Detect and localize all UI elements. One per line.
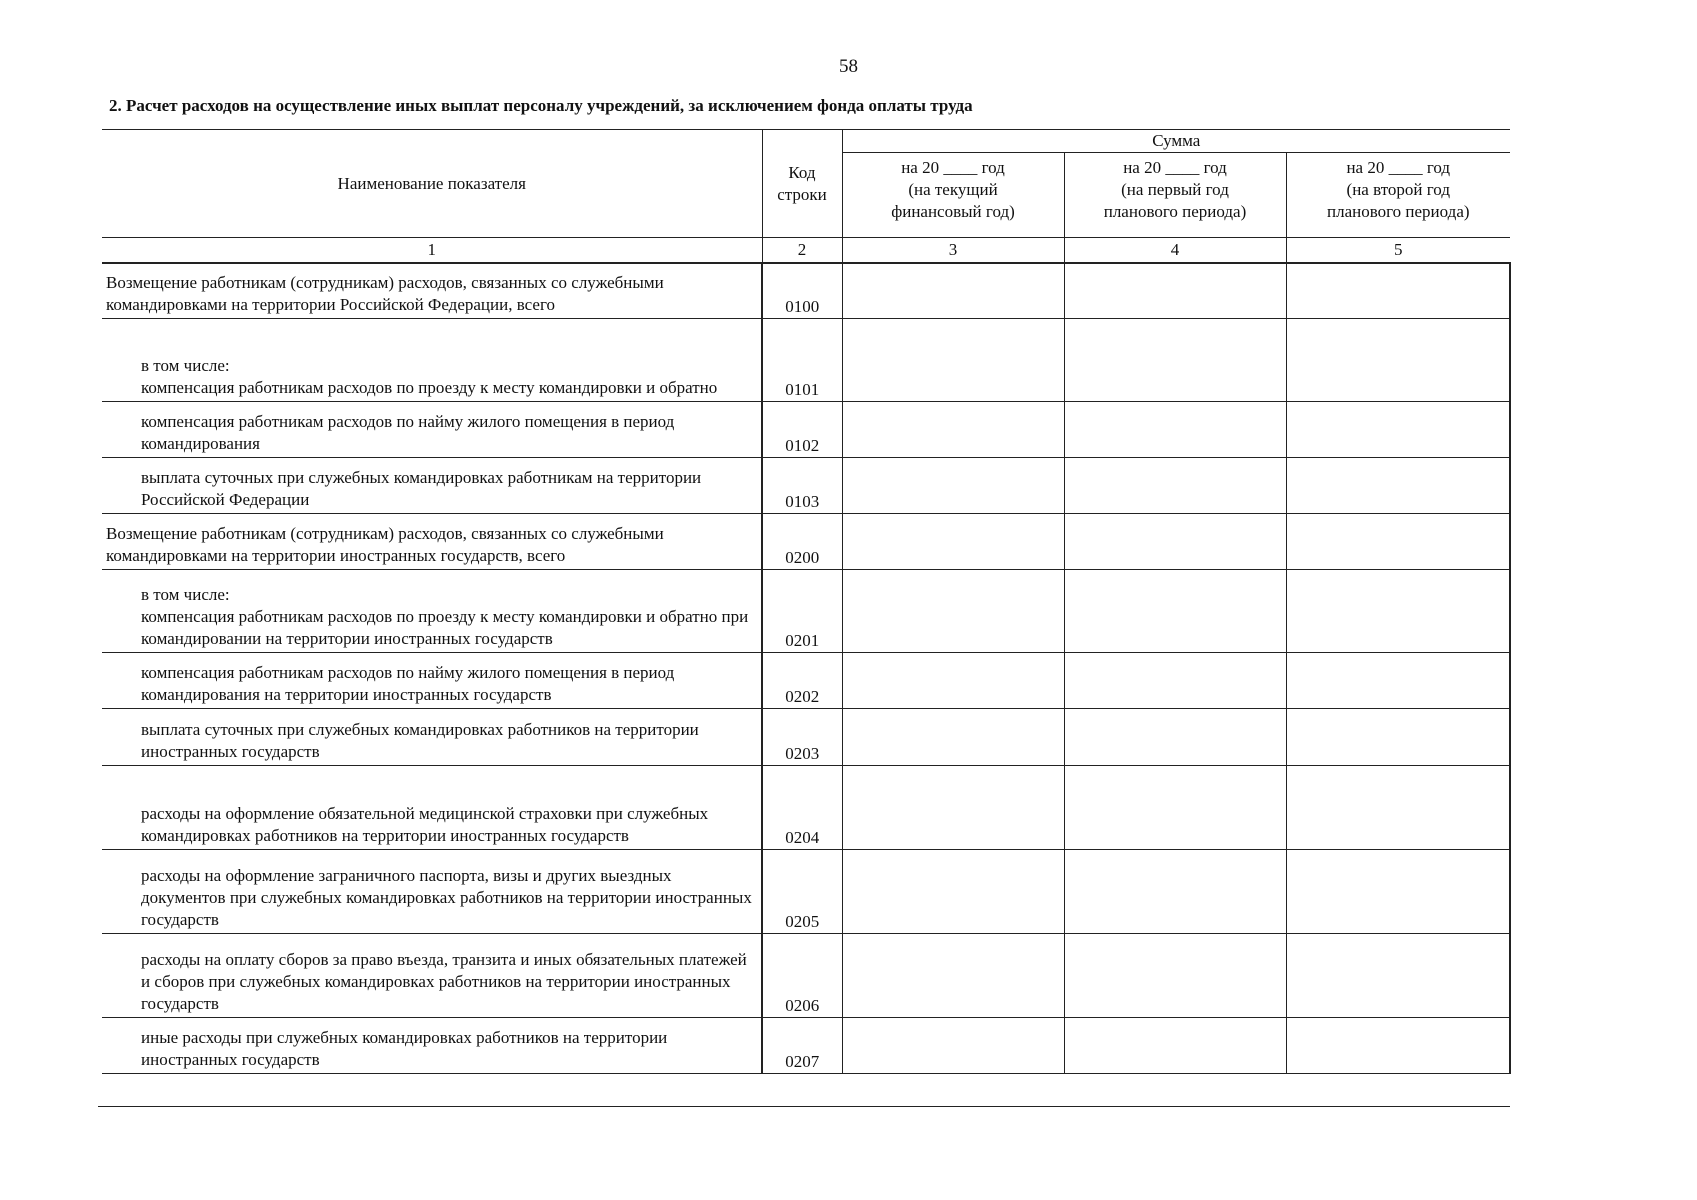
header-year2 xyxy=(1064,153,1286,238)
header-year3 xyxy=(1286,153,1510,238)
section-title: 2. Расчет расходов на осуществление иных выплат персоналу учреждений, за исключением фонда оплаты труда xyxy=(109,96,973,115)
header-year1 xyxy=(842,153,1064,238)
sum-cell-year3[interactable] xyxy=(1286,849,1510,933)
sum-cell-year3[interactable] xyxy=(1286,401,1510,457)
row-name: расходы на оплату сборов за право въезда, транзита и иных обязательных платежей и сборов при служебных командировках работников на территории иностранных государств xyxy=(102,933,762,1017)
col-number-5: 5 xyxy=(1286,238,1510,264)
header-code xyxy=(762,130,842,238)
sum-cell-year1[interactable] xyxy=(842,318,1064,401)
table-row xyxy=(102,652,1510,708)
header-year2-line2: (на первый год xyxy=(1121,180,1229,199)
sum-cell-year2[interactable] xyxy=(1064,849,1286,933)
row-name: компенсация работникам расходов по найму жилого помещения в период командирования на территории иностранных государств xyxy=(102,652,762,708)
sum-cell-year1[interactable] xyxy=(842,401,1064,457)
col-number-2: 2 xyxy=(762,238,842,264)
sum-cell-year2[interactable] xyxy=(1064,708,1286,765)
row-name: иные расходы при служебных командировках работников на территории иностранных государств xyxy=(102,1017,762,1073)
table-row xyxy=(102,708,1510,765)
sum-cell-year1[interactable] xyxy=(842,569,1064,652)
sum-cell-year2[interactable] xyxy=(1064,401,1286,457)
row-name: Возмещение работникам (сотрудникам) расходов, связанных со служебными командировками на территории иностранных государств, всего xyxy=(102,513,762,569)
sum-cell-year2[interactable] xyxy=(1064,1017,1286,1073)
header-year3-line2: (на второй год xyxy=(1346,180,1450,199)
table-row xyxy=(102,933,1510,1017)
row-code: 0102 xyxy=(762,401,842,457)
bottom-rule xyxy=(98,1106,1510,1107)
page-number: 58 xyxy=(839,56,858,77)
sum-cell-year3[interactable] xyxy=(1286,569,1510,652)
header-year1-line1: на 20 ____ год xyxy=(901,158,1005,177)
sum-cell-year1[interactable] xyxy=(842,1017,1064,1073)
table-row xyxy=(102,263,1510,318)
row-code: 0101 xyxy=(762,318,842,401)
row-name: расходы на оформление обязательной медицинской страховки при служебных командировках работников на территории иностранных государств xyxy=(102,765,762,849)
row-name: выплата суточных при служебных командировках работников на территории иностранных государств xyxy=(102,708,762,765)
header-year3-line1: на 20 ____ год xyxy=(1346,158,1451,177)
row-name-prefix: в том числе: xyxy=(141,584,230,604)
sum-cell-year2[interactable] xyxy=(1064,263,1286,318)
row-code: 0200 xyxy=(762,513,842,569)
sum-cell-year2[interactable] xyxy=(1064,318,1286,401)
row-name-prefix: в том числе: xyxy=(141,355,230,375)
sum-cell-year3[interactable] xyxy=(1286,708,1510,765)
table-row xyxy=(102,1017,1510,1073)
header-year1-line3: финансовый год) xyxy=(891,202,1015,221)
sum-cell-year2[interactable] xyxy=(1064,933,1286,1017)
sum-cell-year1[interactable] xyxy=(842,933,1064,1017)
row-name: Возмещение работникам (сотрудникам) расходов, связанных со служебными командировками на территории Российской Федерации, всего xyxy=(102,263,762,318)
sum-cell-year3[interactable] xyxy=(1286,933,1510,1017)
row-name xyxy=(102,318,762,401)
sum-cell-year1[interactable] xyxy=(842,652,1064,708)
header-sum: Сумма xyxy=(842,130,1510,153)
row-code: 0100 xyxy=(762,263,842,318)
sum-cell-year3[interactable] xyxy=(1286,765,1510,849)
sum-cell-year1[interactable] xyxy=(842,513,1064,569)
sum-cell-year3[interactable] xyxy=(1286,1017,1510,1073)
row-name: расходы на оформление заграничного паспорта, визы и других выездных документов при служебных командировках работников на территории иностранных государств xyxy=(102,849,762,933)
header-code-line1: Код xyxy=(788,162,816,182)
row-code: 0204 xyxy=(762,765,842,849)
row-code: 0201 xyxy=(762,569,842,652)
row-code: 0203 xyxy=(762,708,842,765)
col-number-4: 4 xyxy=(1064,238,1286,264)
sum-cell-year3[interactable] xyxy=(1286,457,1510,513)
sum-cell-year2[interactable] xyxy=(1064,569,1286,652)
header-name: Наименование показателя xyxy=(102,130,762,238)
header-year1-line2: (на текущий xyxy=(908,180,998,199)
col-number-1: 1 xyxy=(102,238,762,264)
expense-table-container xyxy=(102,129,1510,1074)
row-code: 0207 xyxy=(762,1017,842,1073)
sum-cell-year3[interactable] xyxy=(1286,652,1510,708)
header-year2-line3: планового периода) xyxy=(1103,202,1247,221)
table-row xyxy=(102,401,1510,457)
table-row xyxy=(102,457,1510,513)
sum-cell-year2[interactable] xyxy=(1064,457,1286,513)
sum-cell-year1[interactable] xyxy=(842,849,1064,933)
expense-table xyxy=(102,129,1511,1074)
table-row xyxy=(102,765,1510,849)
row-code: 0202 xyxy=(762,652,842,708)
row-name: компенсация работникам расходов по найму жилого помещения в период командирования xyxy=(102,401,762,457)
sum-cell-year1[interactable] xyxy=(842,708,1064,765)
col-number-3: 3 xyxy=(842,238,1064,264)
row-code: 0103 xyxy=(762,457,842,513)
sum-cell-year1[interactable] xyxy=(842,263,1064,318)
row-name: выплата суточных при служебных командировках работникам на территории Российской Федерации xyxy=(102,457,762,513)
table-row xyxy=(102,569,1510,652)
row-code: 0205 xyxy=(762,849,842,933)
row-name-text: компенсация работникам расходов по проезду к месту командировки и обратно xyxy=(141,377,718,397)
row-name xyxy=(102,569,762,652)
sum-cell-year3[interactable] xyxy=(1286,318,1510,401)
sum-cell-year1[interactable] xyxy=(842,765,1064,849)
table-row xyxy=(102,849,1510,933)
sum-cell-year3[interactable] xyxy=(1286,513,1510,569)
sum-cell-year3[interactable] xyxy=(1286,263,1510,318)
row-code: 0206 xyxy=(762,933,842,1017)
sum-cell-year2[interactable] xyxy=(1064,513,1286,569)
sum-cell-year1[interactable] xyxy=(842,457,1064,513)
row-name-text: компенсация работникам расходов по проезду к месту командировки и обратно при командировании на территории иностранных государств xyxy=(141,606,749,648)
sum-cell-year2[interactable] xyxy=(1064,652,1286,708)
header-code-line2: строки xyxy=(777,184,827,204)
table-row xyxy=(102,318,1510,401)
header-year2-line1: на 20 ____ год xyxy=(1123,158,1227,177)
header-year3-line3: планового периода) xyxy=(1326,202,1470,221)
table-row xyxy=(102,513,1510,569)
sum-cell-year2[interactable] xyxy=(1064,765,1286,849)
